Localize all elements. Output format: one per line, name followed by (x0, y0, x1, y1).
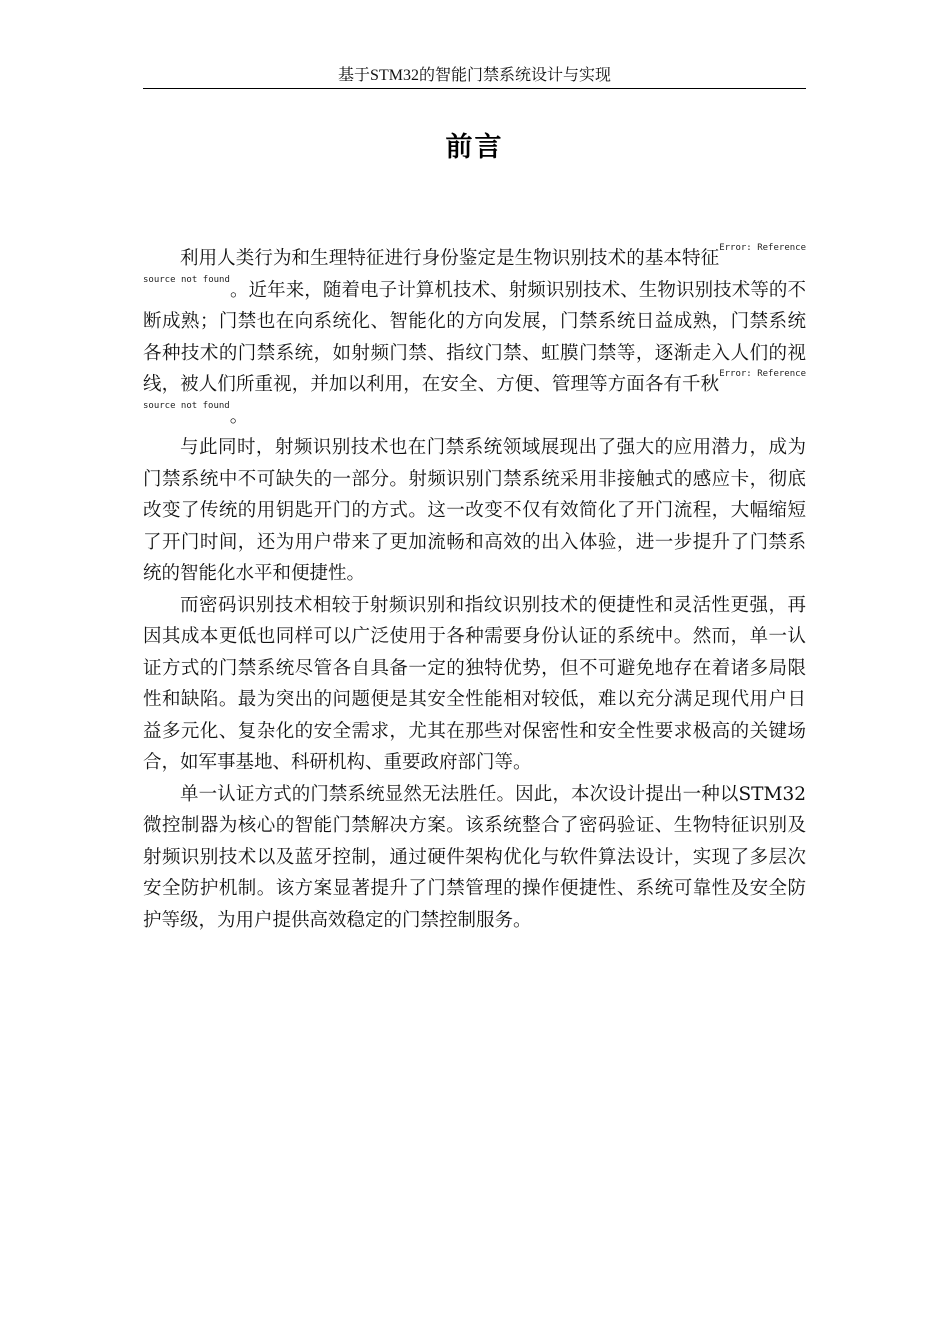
body-text (143, 243, 806, 936)
paragraph-1-text-c: 。 (229, 405, 249, 427)
paragraph-1 (143, 243, 806, 432)
paragraph-2: 与此同时，射频识别技术也在门禁系统领域展现出了强大的应用潜力，成为门禁系统中不可缺失的一部分。射频识别门禁系统采用非接触式的感应卡，彻底改变了传统的用钥匙开门的方式。这一改变不仅有效简化了开门流程，大幅缩短了开门时间，还为用户带来了更加流畅和高效的出入体验，进一步提升了门禁系统的智能化水平和便捷性。 (143, 437, 806, 584)
header-rule (143, 88, 806, 89)
paragraph-3: 而密码识别技术相较于射频识别和指纹识别技术的便捷性和灵活性更强，再因其成本更低也同样可以广泛使用于各种需要身份认证的系统中。然而，单一认证方式的门禁系统尽管各自具备一定的独特优势，但不可避免地存在着诸多局限性和缺陷。最为突出的问题便是其安全性能相对较低，难以充分满足现代用户日益多元化、复杂化的安全需求，尤其在那些对保密性和安全性要求极高的关键场合，如军事基地、科研机构、重要政府部门等。 (143, 594, 806, 773)
section-title: 前言 (445, 132, 504, 163)
paragraph-1-text-a: 利用人类行为和生理特征进行身份鉴定是生物识别技术的基本特征 (180, 248, 720, 269)
reference-error-1: Error: Reference source not found (143, 243, 806, 285)
paragraph-1-text-b: 。近年来，随着电子计算机技术、射频识别技术、生物识别技术等的不断成熟；门禁也在向系统化、智能化的方向发展，门禁系统日益成熟，门禁系统各种技术的门禁系统，如射频门禁、指纹门禁、虹膜门禁等，逐渐走入人们的视线，被人们所重视，并加以利用，在安全、方便、管理等方面各有千秋 (143, 279, 806, 395)
reference-error-2: Error: Reference source not found (143, 369, 806, 411)
paragraph-4: 单一认证方式的门禁系统显然无法胜任。因此，本次设计提出一种以STM32微控制器为核心的智能门禁解决方案。该系统整合了密码验证、生物特征识别及射频识别技术以及蓝牙控制，通过硬件架构优化与软件算法设计，实现了多层次安全防护机制。该方案显著提升了门禁管理的操作便捷性、系统可靠性及安全防护等级，为用户提供高效稳定的门禁控制服务。 (143, 783, 806, 931)
running-header: 基于STM32的智能门禁系统设计与实现 (338, 67, 611, 84)
